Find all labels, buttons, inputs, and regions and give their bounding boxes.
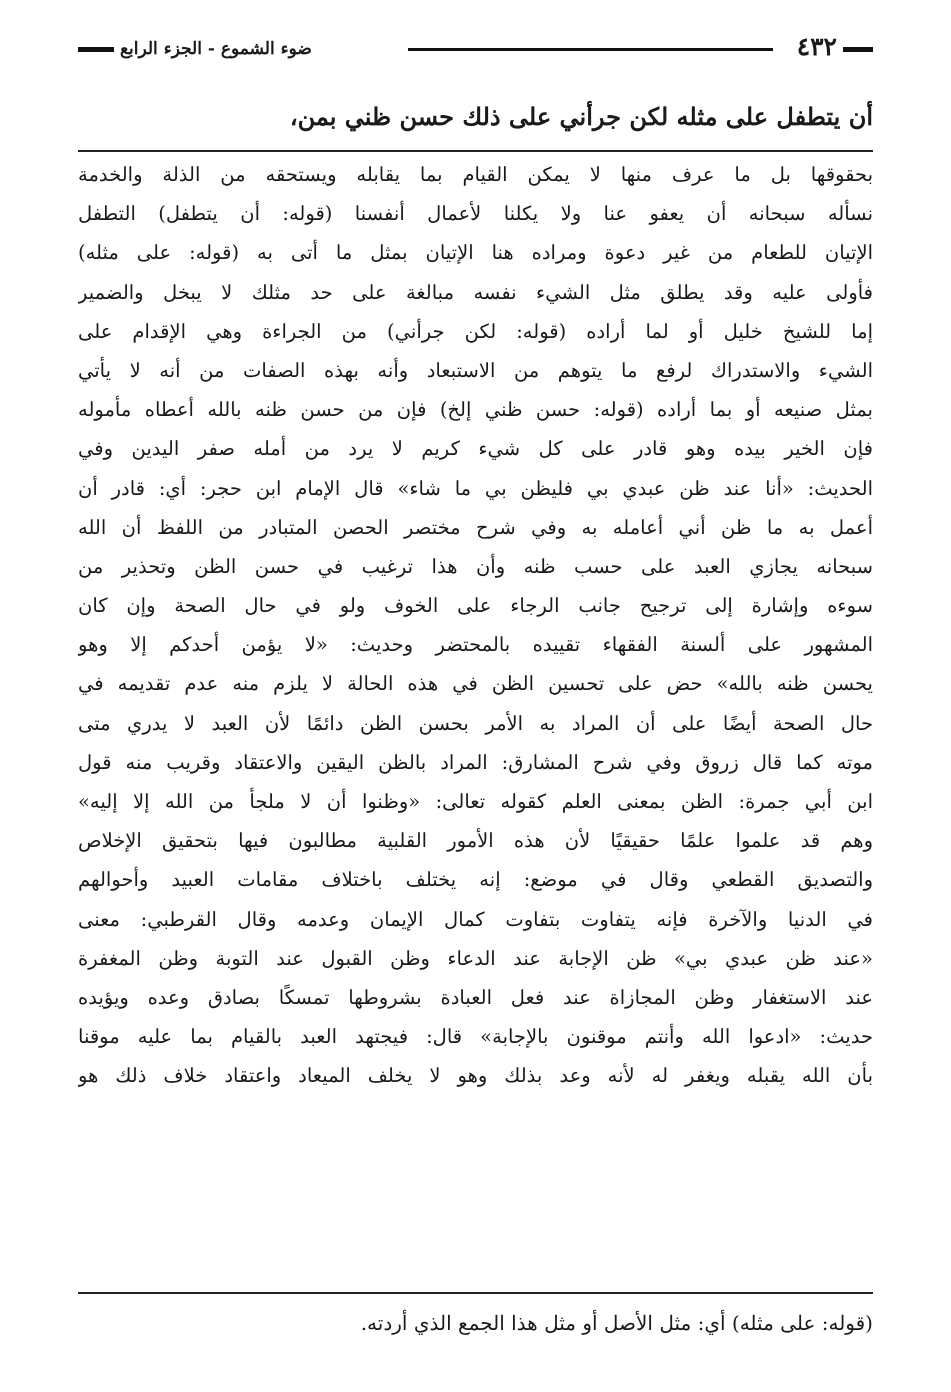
text-line: في الدنيا والآخرة فإنه يتفاوت بتفاوت كمال الإيمان وعدمه وقال القرطبي: معنى [78,907,873,931]
text-line: إما للشيخ خليل أو لما أراده (قوله: لكن جرأني) من الجراءة وهي الإقدام على [78,319,873,343]
header-rule [408,48,773,51]
text-line: فإن الخير بيده وهو قادر على كل شيء كريم لا يرد من أمله صفر اليدين وفي [78,437,873,461]
text-line: بحقوقها بل ما عرف منها لا يمكن القيام بما يقابله ويستحقه من الذلة والخدمة [78,163,873,186]
text-line: المشهور على ألسنة الفقهاء تقييده بالمحتضر وحديث: «لا يؤمن أحدكم إلا وهو [78,633,873,657]
text-line: الحديث: «أنا عند ظن عبدي بي فليظن بي ما شاء» قال الإمام ابن حجر: أي: قادر أن [78,476,873,500]
running-header [78,30,873,64]
commentary-text [78,155,873,1096]
text-line: ابن أبي جمرة: الظن بمعنى العلم كقوله تعالى: «وظنوا أن لا ملجأ من الله إلا إليه» [78,790,873,813]
text-line: أعمل به ما ظن أني أعامله به وفي شرح مختصر الحصن المتبادر من اللفظ أن الله [78,515,873,539]
text-line: والتصديق القطعي وقال في موضع: إنه يختلف باختلاف مقامات العبيد وأحوالهم [78,868,873,892]
matn-text: أن يتطفل على مثله لكن جرأني على ذلك حسن ظني بمن، [289,102,873,131]
footnote: (قوله: على مثله) أي: مثل الأصل أو مثل هذا الجمع الذي أردته. [360,1311,873,1335]
text-line: «عند ظن عبدي بي» ظن الإجابة عند الدعاء وظن القبول عند التوبة وظن المغفرة [78,946,873,970]
book-title: ضوء الشموع - الجزء الرابع [120,39,312,59]
text-line: نسأله سبحانه أن يعفو عنا ولا يكلنا لأعمال أنفسنا (قوله: أن يتطفل) التطفل [78,202,873,226]
footnote-separator-rule [78,1292,873,1294]
text-line: الشيء والاستدراك لرفع ما يتوهم من الاستبعاد وأنه بهذه الصفات من أنه لا يأتي [78,358,873,382]
text-line: بمثل صنيعه أو بما أراده (قوله: حسن ظني إلخ) فإن من حسن ظنه بالله أعطاه مأموله [78,398,873,422]
text-line: عند الاستغفار وظن المجازاة عند فعل العبادة بشروطها تمسكًا بصادق وعده ويؤيده [78,985,873,1009]
text-line: يحسن ظنه بالله» حض على تحسين الظن في هذه الحالة لا يلزم منه عدم تقديمه في [78,672,873,696]
header-dash-left [78,47,114,52]
text-line: سوءه وإشارة إلى ترجيح جانب الرجاء على الخوف ولو في حال الصحة وإن كان [78,594,873,618]
page-number: ٤٣٢ [796,32,837,61]
text-line: حال الصحة أيضًا على أن المراد به الأمر بحسن الظن دائمًا لأن العبد لا يدري متى [78,711,873,735]
text-line: موته كما قال زروق وفي شرح المشارق: المراد بالظن اليقين والاعتقاد وقريب منه قول [78,750,873,774]
text-line: سبحانه يجازي العبد على حسب ظنه وأن هذا ترغيب في حسن الظن وتحذير من [78,554,873,578]
text-line: فأولى عليه وقد يطلق مثل الشيء نفسه مبالغة على حد مثلك لا يبخل والضمير [78,280,873,304]
header-dash-right [843,47,873,52]
text-line: وهم قد علموا علمًا حقيقيًا لأن هذه الأمور القلبية مطالبون فيها بتحقيق الإخلاص [78,829,873,853]
text-line: الإتيان للطعام من غير دعوة ومراده هنا الإتيان بمثل ما أتى به (قوله: على مثله) [78,241,873,265]
text-line: حديث: «ادعوا الله وأنتم موقنون بالإجابة» قال: فيجتهد العبد بالقيام بما عليه موقنا [78,1025,873,1049]
text-line: بأن الله يقبله ويغفر له لأنه وعد بذلك وهو لا يخلف الميعاد واعتقاد خلاف ذلك هو [78,1064,873,1088]
matn-separator-rule [78,150,873,152]
